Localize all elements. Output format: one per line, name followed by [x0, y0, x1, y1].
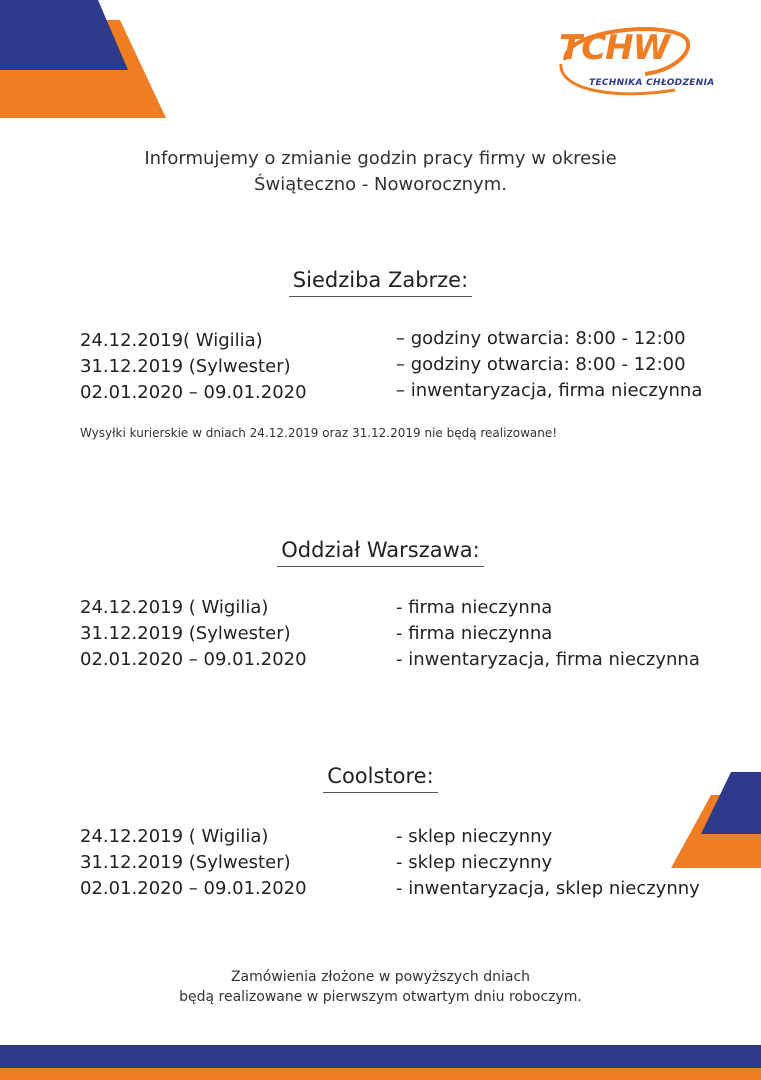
logo-tagline: TECHNIKA CHŁODZENIA — [589, 78, 715, 88]
date-row — [80, 595, 307, 673]
row-info: – godziny otwarcia: 8:00 - 12:00 — [396, 354, 686, 375]
shipping-note: Wysyłki kurierskie w dniach 24.12.2019 oraz 31.12.2019 nie będą realizowane! — [80, 426, 558, 440]
section-heading-warszawa — [0, 538, 761, 567]
row-info: - inwentaryzacja, firma nieczynna — [396, 649, 700, 670]
info-row — [396, 595, 700, 673]
row-date: 24.12.2019 ( Wigilia) — [80, 597, 269, 618]
row-info: - sklep nieczynny — [396, 852, 553, 873]
intro-text — [0, 146, 761, 198]
bottom-bar-orange — [0, 1068, 761, 1080]
row-date: 31.12.2019 (Sylwester) — [80, 356, 291, 377]
footer-line-2: będą realizowane w pierwszym otwartym dniu roboczym. — [179, 989, 582, 1005]
row-info: - sklep nieczynny — [396, 826, 553, 847]
row-date: 31.12.2019 (Sylwester) — [80, 623, 291, 644]
date-row — [80, 824, 307, 902]
row-info: – inwentaryzacja, firma nieczynna — [396, 380, 703, 401]
row-date: 02.01.2020 – 09.01.2020 — [80, 878, 307, 899]
row-date: 24.12.2019( Wigilia) — [80, 330, 263, 351]
logo-brand: TCHW — [559, 28, 670, 68]
row-date: 24.12.2019 ( Wigilia) — [80, 826, 269, 847]
corner-decoration-top-left — [0, 0, 170, 120]
section-title: Oddział Warszawa: — [277, 538, 483, 567]
section-title: Siedziba Zabrze: — [289, 268, 472, 297]
date-row — [80, 328, 307, 406]
row-info: - firma nieczynna — [396, 623, 553, 644]
bottom-bar-blue — [0, 1045, 761, 1068]
intro-line-2: Świąteczno - Noworocznym. — [254, 174, 507, 195]
intro-line-1: Informujemy o zmianie godzin pracy firmy w okresie — [144, 148, 617, 169]
info-row — [396, 824, 700, 902]
section-heading-coolstore — [0, 764, 761, 793]
row-info: - inwentaryzacja, sklep nieczynny — [396, 878, 700, 899]
row-info: – godziny otwarcia: 8:00 - 12:00 — [396, 328, 686, 349]
section-title: Coolstore: — [323, 764, 437, 793]
row-info: - firma nieczynna — [396, 597, 553, 618]
section-heading-zabrze — [0, 268, 761, 297]
footer-text — [0, 967, 761, 1007]
row-date: 02.01.2020 – 09.01.2020 — [80, 382, 307, 403]
footer-line-1: Zamówienia złożone w powyższych dniach — [230, 969, 531, 985]
company-logo — [555, 20, 745, 100]
row-date: 31.12.2019 (Sylwester) — [80, 852, 291, 873]
info-row — [396, 326, 702, 404]
row-date: 02.01.2020 – 09.01.2020 — [80, 649, 307, 670]
